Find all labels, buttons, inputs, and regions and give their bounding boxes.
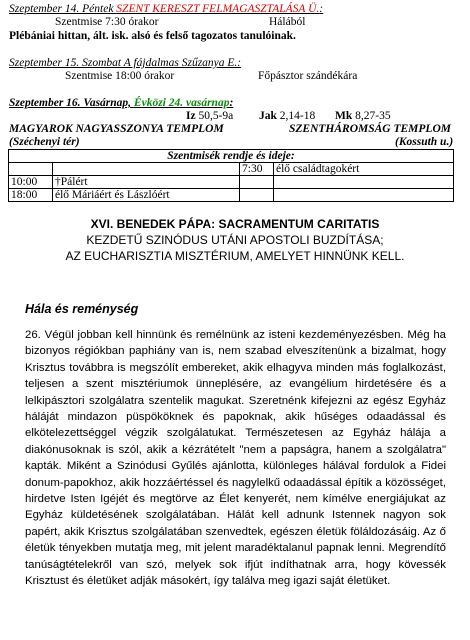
- gospel-val: 8,27-35: [355, 110, 391, 122]
- event-date: Szeptember 14. Péntek: [9, 3, 117, 15]
- document-title: XVI. BENEDEK PÁPA: SACRAMENTUM CARITATIS: [90, 217, 380, 231]
- event-sep15-heading: Szeptember 15. Szombat A fájdalmas Szűzanya E.:: [9, 57, 242, 69]
- left-intent-cell: élő Máriáért és Lászlóért: [53, 189, 240, 202]
- feast-name: SZENT KERESZT FELMAGASZTALÁSA Ü.: [116, 3, 320, 15]
- right-time-cell: [240, 189, 274, 202]
- left-intent-cell: [53, 163, 240, 176]
- catechism-note: Plébániai hittan, ált. isk. alsó és felső tagozatos tanulóinak.: [9, 30, 296, 42]
- section-heading: Hála és reménység: [25, 302, 139, 316]
- readings: [186, 110, 233, 123]
- colon: :: [229, 97, 234, 109]
- left-time-cell: 18:00: [9, 189, 53, 202]
- reading1-val: 50,5-9a: [198, 110, 234, 122]
- event-date: Szeptember 16. Vasárnap,: [9, 97, 134, 109]
- church-left-name: MAGYAROK NAGYASSZONYA TEMPLOM: [9, 123, 224, 135]
- event-sep14-heading: [9, 3, 323, 16]
- church-right-location: (Kossuth u.): [395, 136, 454, 148]
- right-time-cell: 7:30: [240, 163, 274, 176]
- table-row: [9, 163, 454, 176]
- gospel: [335, 110, 391, 123]
- gospel-ref: Mk: [335, 110, 353, 122]
- mass-intention: Hálából: [269, 16, 306, 28]
- document-subtitle-1: KEZDETŰ SZINÓDUS UTÁNI APOSTOLI BUZDÍTÁSA;: [86, 233, 384, 247]
- right-time-cell: [240, 176, 274, 189]
- left-intent-cell: †Pálért: [53, 176, 240, 189]
- right-intent-cell: [274, 189, 454, 202]
- reading2-val: 2,14-18: [279, 110, 316, 122]
- document-subtitle-2: AZ EUCHARISZTIA MISZTÉRIUM, AMELYET HINNÜNK KELL.: [65, 249, 405, 263]
- table-row: [9, 189, 454, 202]
- mass-time: Szentmise 18:00 órakor: [65, 70, 175, 82]
- left-time-cell: 10:00: [9, 176, 53, 189]
- left-time-cell: [9, 163, 53, 176]
- sunday-name: Évközi 24. vasárnap: [133, 97, 230, 109]
- church-right-name: SZENTHÁROMSÁG TEMPLOM: [289, 123, 451, 135]
- schedule-header: Szentmisék rendje és ideje:: [9, 150, 454, 163]
- colon: :: [319, 3, 324, 15]
- mass-time: Szentmise 7:30 órakor: [55, 16, 159, 28]
- right-intent-cell: [274, 176, 454, 189]
- reading2-ref: Jak: [259, 110, 277, 122]
- table-row: [9, 176, 454, 189]
- body-paragraph: 26. Végül jobban kell hinnünk és remélnünk az isteni kezdeményezésben. Még ha bizonyos régiókban paphiány van is, nem szabad elveszítenünk a bizalmat, hogy Krisztus továbbra is megszólít embereket, akik elhagyva minden más foglalkozást, teljesen a szent misztériumok ünneplésére, az evangélium hirdetésére és a lelkipásztori szolgálatra szentelik magukat. Szeretnénk kifejezni az egész Egyház háláját mindazon püspököknek és papoknak, akik hűséges odaadással és elkötelezettséggel végzik szolgálatukat. Természetesen az Egyház hálája a diakónusoknak is szól, akik a kézrátételt "nem a papságra, hanem a szolgálatra" kapták. Miként a Szinódusi Gyűlés ajánlotta, különleges hálával fordulok a Fidei donum-papokhoz, akik hozzáértéssel és nagylelkű odaadással építik a közösséget, hirdetve Isten Igéjét és megtörve az Élet kenyerét, nem kímélve energiájukat az Egyház küldetésének szolgálatában. Hálát kell adnunk Istennek nagyon sok papért, akik Krisztus szolgálatában szenvedtek, egészen életük föláldozásáig. Az ő életük tényekben mutatja meg, mit jelent maradéktalanul papnak lenni. Megrendítő tanúságtételekről van szó, melyek sok ifjút indíthatnak arra, hogy kövessék Krisztust és életüket adják másokért, így találva meg igazi saját életüket.: [25, 329, 446, 588]
- event-sep16-heading: [9, 97, 233, 110]
- church-left-location: (Széchenyi tér): [9, 136, 80, 148]
- reading1-ref: Iz: [186, 110, 196, 122]
- right-intent-cell: élő családtagokért: [274, 163, 454, 176]
- table-header-row: [9, 150, 454, 163]
- reading2: [259, 110, 315, 123]
- mass-intention: Főpásztor szándékára: [258, 70, 358, 82]
- mass-schedule-table: [8, 149, 454, 202]
